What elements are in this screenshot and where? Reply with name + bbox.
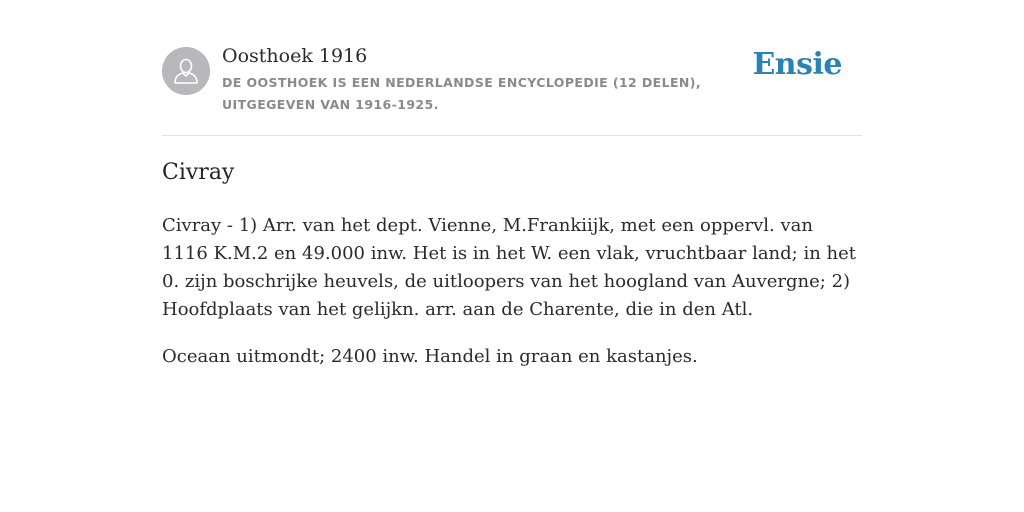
- source-header: [162, 0, 862, 136]
- article-paragraph: Oceaan uitmondt; 2400 inw. Handel in graan en kastanjes.: [162, 346, 698, 367]
- user-avatar-icon[interactable]: [162, 47, 210, 95]
- article-body: [162, 212, 862, 390]
- page-container: [162, 0, 862, 367]
- article-paragraph: Civray - 1) Arr. van het dept. Vienne, M.Frankiijk, met een oppervl. van 1116 K.M.2 en 49.000 inw. Het is in het W. een vlak, vruchtbaar land; in het 0. zijn boschrijke heuvels, de uitloopers van het hoogland van Auvergne; 2) Hoofdplaats van het gelijkn. arr. aan de Charente, die in den Atl.: [162, 215, 857, 320]
- ensie-logo[interactable]: Ensie: [752, 47, 842, 82]
- article-title: Civray: [162, 160, 235, 185]
- source-description: DE OOSTHOEK IS EEN NEDERLANDSE ENCYCLOPEDIE (12 DELEN), UITGEGEVEN VAN 1916-1925.: [222, 75, 702, 112]
- source-title[interactable]: Oosthoek 1916: [222, 45, 368, 67]
